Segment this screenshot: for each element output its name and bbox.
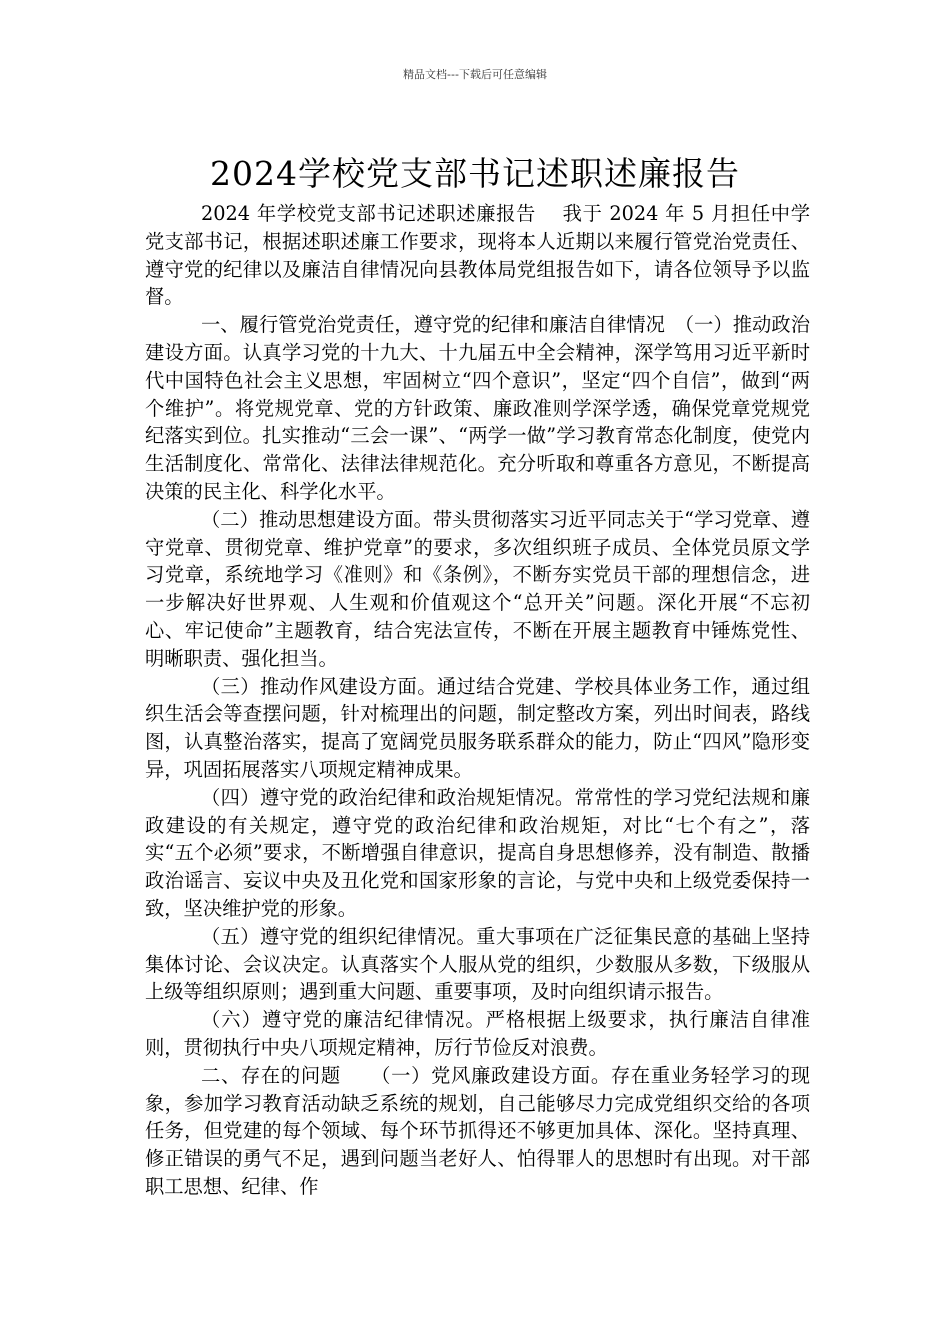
paragraph-ideological: （二）推动思想建设方面。带头贯彻落实习近平同志关于“学习党章、遵守党章、贯彻党章、维护党章”的要求，多次组织班子成员、全体党员原文学习党章，系统地学习《准则》和《条例》，不断夯实党员干部的理想信念，进一步解决好世界观、人生观和价值观这个“总开关”问题。深化开展“不忘初心、牢记使命”主题教育，结合宪法宣传，不断在开展主题教育中锤炼党性、明晰职责、强化担当。 [145,507,810,670]
paragraph-political-discipline: （四）遵守党的政治纪律和政治规矩情况。常常性的学习党纪法规和廉政建设的有关规定，遵守党的政治纪律和政治规矩，对比“七个有之”，落实“五个必须”要求，不断增强自律意识，提高自身思想修养，没有制造、散播政治谣言、妄议中央及丑化党和国家形象的言论，与党中央和上级党委保持一致，坚决维护党的形象。 [145,785,810,920]
paragraph-section-1-political: 一、履行管党治党责任，遵守党的纪律和廉洁自律情况 （一）推动政治建设方面。认真学习党的十九大、十九届五中全会精神，深学笃用习近平新时代中国特色社会主义思想，牢固树立“四个意识”，坚定“四个自信”，做到“两个维护”。将党规党章、党的方针政策、廉政准则学深学透，确保党章党规党纪落实到位。扎实推动“三会一课”、“两学一做”学习教育常态化制度，使党内生活制度化、常常化、法律法律规范化。充分听取和尊重各方意见，不断提高决策的民主化、科学化水平。 [145,313,810,503]
document-body [145,200,810,1201]
paragraph-integrity-discipline: （六）遵守党的廉洁纪律情况。严格根据上级要求，执行廉洁自律准则，贯彻执行中央八项规定精神，厉行节俭反对浪费。 [145,1008,810,1059]
header-note: 精品文档---下载后可任意编辑 [403,68,547,81]
paragraph-section-2-problems: 二、存在的问题 （一）党风廉政建设方面。存在重业务轻学习的现象，参加学习教育活动缺乏系统的规划，自己能够尽力完成党组织交给的各项任务，但党建的每个领域、每个环节抓得还不够更加具体、深化。坚持真理、修正错误的勇气不足，遇到问题当老好人、怕得罪人的思想时有出现。对干部职工思想、纪律、作 [145,1063,810,1198]
paragraph-organizational-discipline: （五）遵守党的组织纪律情况。重大事项在广泛征集民意的基础上坚持集体讨论、会议决定。认真落实个人服从党的组织，少数服从多数，下级服从上级等组织原则；遇到重大问题、重要事项，及时向组织请示报告。 [145,924,810,1004]
paragraph-work-style: （三）推动作风建设方面。通过结合党建、学校具体业务工作，通过组织生活会等查摆问题，针对梳理出的问题，制定整改方案，列出时间表，路线图，认真整治落实，提高了宽阔党员服务联系群众的能力，防止“四风”隐形变异，巩固拓展落实八项规定精神成果。 [145,674,810,781]
paragraph-intro: 2024 年学校党支部书记述职述廉报告 我于 2024 年 5 月担任中学党支部书记，根据述职述廉工作要求，现将本人近期以来履行管党治党责任、遵守党的纪律以及廉洁自律情况向县教体局党组报告如下，请各位领导予以监督。 [145,202,810,309]
document-title: 2024学校党支部书记述职述廉报告 [210,154,740,194]
